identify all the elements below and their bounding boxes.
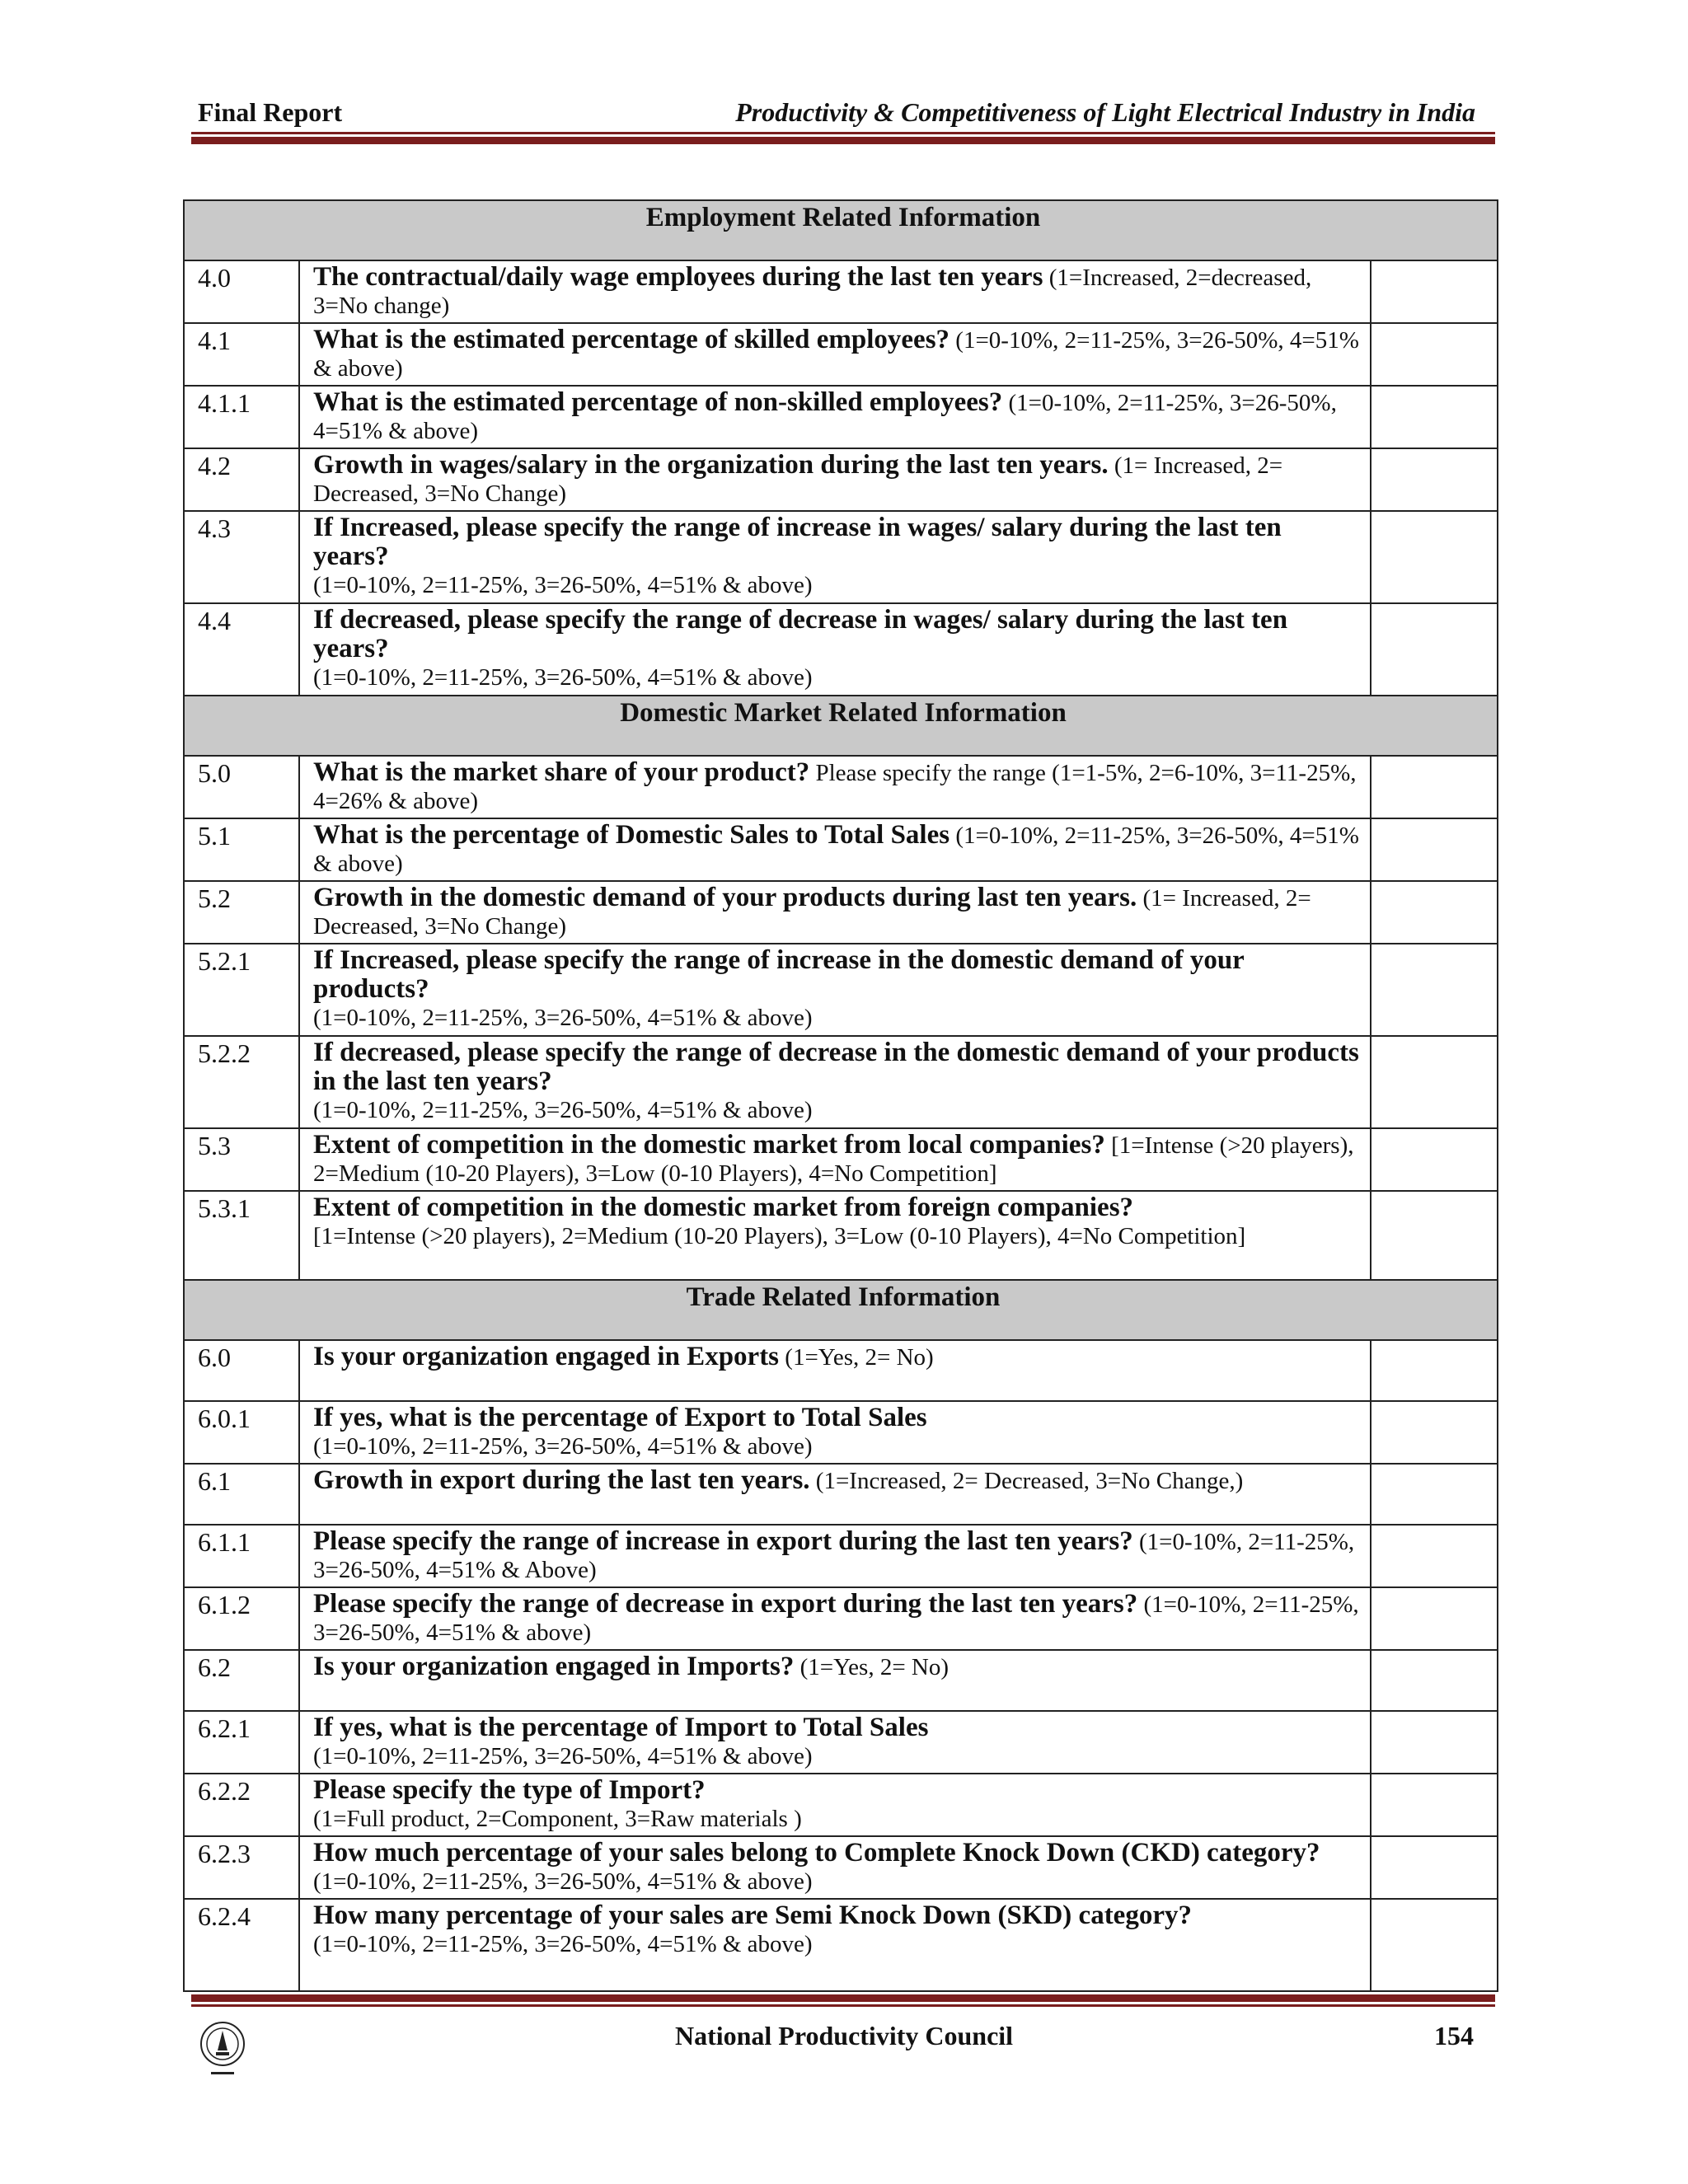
section-header-row <box>184 200 1498 260</box>
question-row <box>184 448 1498 511</box>
question-text-cell <box>299 511 1371 603</box>
answer-options: (1=Increased, 2= Decreased, 3=No Change,) <box>809 1468 1244 1494</box>
answer-cell[interactable] <box>1371 1587 1498 1650</box>
question-row <box>184 1128 1498 1191</box>
question-text-cell <box>299 1340 1371 1401</box>
answer-options: (1=Increased, 2=decreased, 3=No change) <box>313 265 1312 319</box>
question-text-cell <box>299 881 1371 944</box>
answer-cell[interactable] <box>1371 1128 1498 1191</box>
answer-options: (1=0-10%, 2=11-25%, 3=26-50%, 4=51% & above) <box>313 1005 813 1031</box>
question-text-cell <box>299 1774 1371 1836</box>
question-row <box>184 944 1498 1036</box>
question-text-cell <box>299 1587 1371 1650</box>
question-text: Please specify the range of increase in export during the last ten years? <box>313 1526 1133 1556</box>
answer-cell[interactable] <box>1371 511 1498 603</box>
question-number: 5.1 <box>184 818 299 881</box>
answer-options: Please specify the range (1=1-5%, 2=6-10%, 3=11-25%, 4=26% & above) <box>313 760 1357 814</box>
answer-options: (1=Full product, 2=Component, 3=Raw materials ) <box>313 1806 802 1832</box>
answer-cell[interactable] <box>1371 260 1498 323</box>
question-text-cell <box>299 756 1371 818</box>
section-title: Employment Related Information <box>184 200 1498 260</box>
answer-options: (1=0-10%, 2=11-25%, 3=26-50%, 4=51% & above) <box>313 1931 813 1957</box>
question-number: 6.2.3 <box>184 1836 299 1899</box>
question-text: If Increased, please specify the range of increase in wages/ salary during the last ten years? <box>313 513 1282 571</box>
answer-cell[interactable] <box>1371 1464 1498 1525</box>
header-rule-thin <box>191 132 1495 134</box>
answer-options: (1=0-10%, 2=11-25%, 3=26-50%, 4=51% & above) <box>313 1097 813 1123</box>
question-text-cell <box>299 386 1371 448</box>
question-text: Please specify the type of Import? <box>313 1775 706 1805</box>
question-text-cell <box>299 603 1371 696</box>
question-row <box>184 1464 1498 1525</box>
section-header-row <box>184 696 1498 756</box>
answer-options: (1=0-10%, 2=11-25%, 3=26-50%, 4=51% & above) <box>313 1433 813 1460</box>
question-text-cell <box>299 323 1371 386</box>
footer-rule-thin <box>191 2004 1495 2007</box>
question-text: Growth in wages/salary in the organization during the last ten years. <box>313 450 1109 480</box>
answer-cell[interactable] <box>1371 1340 1498 1401</box>
question-row <box>184 1836 1498 1899</box>
question-row <box>184 1774 1498 1836</box>
question-text: What is the estimated percentage of skilled employees? <box>313 325 950 354</box>
question-text: How much percentage of your sales belong to Complete Knock Down (CKD) category? <box>313 1838 1320 1868</box>
answer-options: (1=0-10%, 2=11-25%, 3=26-50%, 4=51% & above) <box>313 1743 813 1769</box>
question-number: 4.1.1 <box>184 386 299 448</box>
answer-cell[interactable] <box>1371 323 1498 386</box>
question-text: If yes, what is the percentage of Export to Total Sales <box>313 1403 927 1432</box>
answer-cell[interactable] <box>1371 1836 1498 1899</box>
question-text: Is your organization engaged in Exports <box>313 1342 780 1371</box>
question-text-cell <box>299 818 1371 881</box>
header-title: Productivity & Competitiveness of Light Electrical Industry in India <box>735 97 1475 127</box>
answer-options: (1=0-10%, 2=11-25%, 3=26-50%, 4=51% & above) <box>313 327 1359 382</box>
question-row <box>184 1650 1498 1711</box>
question-number: 4.4 <box>184 603 299 696</box>
answer-cell[interactable] <box>1371 944 1498 1036</box>
answer-cell[interactable] <box>1371 1401 1498 1464</box>
footer-rule-thick <box>191 1994 1495 2002</box>
question-number: 6.1 <box>184 1464 299 1525</box>
answer-options: [1=Intense (>20 players), 2=Medium (10-20 Players), 3=Low (0-10 Players), 4=No Competition] <box>313 1132 1354 1187</box>
answer-options: [1=Intense (>20 players), 2=Medium (10-20 Players), 3=Low (0-10 Players), 4=No Competition] <box>313 1223 1246 1249</box>
question-number: 5.3.1 <box>184 1191 299 1280</box>
question-text: The contractual/daily wage employees during the last ten years <box>313 262 1043 292</box>
question-text: Growth in export during the last ten years. <box>313 1465 810 1495</box>
question-text: What is the estimated percentage of non-skilled employees? <box>313 387 1003 417</box>
question-text-cell <box>299 448 1371 511</box>
answer-options: (1=0-10%, 2=11-25%, 3=26-50%, 4=51% & above) <box>313 1591 1359 1646</box>
section-title: Trade Related Information <box>184 1280 1498 1340</box>
question-row <box>184 603 1498 696</box>
question-text-cell <box>299 1036 1371 1128</box>
question-text: Growth in the domestic demand of your products during last ten years. <box>313 883 1137 912</box>
question-text: How many percentage of your sales are Semi Knock Down (SKD) category? <box>313 1900 1192 1930</box>
question-row <box>184 1525 1498 1587</box>
question-text-cell <box>299 1525 1371 1587</box>
answer-options: (1=Yes, 2= No) <box>779 1344 934 1371</box>
section-header-row <box>184 1280 1498 1340</box>
answer-cell[interactable] <box>1371 448 1498 511</box>
question-number: 5.2.2 <box>184 1036 299 1128</box>
question-text-cell <box>299 1650 1371 1711</box>
answer-cell[interactable] <box>1371 1711 1498 1774</box>
question-number: 6.1.1 <box>184 1525 299 1587</box>
question-row <box>184 386 1498 448</box>
question-text: Is your organization engaged in Imports? <box>313 1652 795 1681</box>
answer-cell[interactable] <box>1371 756 1498 818</box>
footer-title: National Productivity Council <box>674 2021 1014 2050</box>
answer-options: (1=0-10%, 2=11-25%, 3=26-50%, 4=51% & above) <box>313 572 813 598</box>
question-text-cell <box>299 1191 1371 1280</box>
header-rule-thick <box>191 137 1495 144</box>
section-title: Domestic Market Related Information <box>184 696 1498 756</box>
question-row <box>184 511 1498 603</box>
question-row <box>184 1401 1498 1464</box>
question-text-cell <box>299 1401 1371 1464</box>
question-row <box>184 1711 1498 1774</box>
question-number: 5.0 <box>184 756 299 818</box>
question-row <box>184 1340 1498 1401</box>
question-number: 4.1 <box>184 323 299 386</box>
question-text-cell <box>299 1128 1371 1191</box>
answer-cell[interactable] <box>1371 1650 1498 1711</box>
question-number: 6.0 <box>184 1340 299 1401</box>
question-number: 5.3 <box>184 1128 299 1191</box>
questionnaire-table <box>183 199 1498 1992</box>
page-number: 154 <box>1434 2021 1474 2050</box>
question-text: If yes, what is the percentage of Import to Total Sales <box>313 1713 929 1742</box>
question-row <box>184 756 1498 818</box>
answer-options: (1= Increased, 2= Decreased, 3=No Change) <box>313 885 1311 940</box>
question-number: 5.2.1 <box>184 944 299 1036</box>
question-row <box>184 260 1498 323</box>
question-text-cell <box>299 1711 1371 1774</box>
question-number: 6.1.2 <box>184 1587 299 1650</box>
answer-cell[interactable] <box>1371 1525 1498 1587</box>
question-text: Please specify the range of decrease in export during the last ten years? <box>313 1589 1138 1619</box>
answer-options: (1=0-10%, 2=11-25%, 3=26-50%, 4=51% & Above) <box>313 1529 1355 1583</box>
question-text: If decreased, please specify the range of decrease in wages/ salary during the last ten years? <box>313 605 1288 663</box>
answer-cell[interactable] <box>1371 881 1498 944</box>
question-number: 6.0.1 <box>184 1401 299 1464</box>
question-text-cell <box>299 1836 1371 1899</box>
answer-options: (1=0-10%, 2=11-25%, 3=26-50%, 4=51% & above) <box>313 823 1359 877</box>
question-row <box>184 1587 1498 1650</box>
question-number: 4.3 <box>184 511 299 603</box>
question-row <box>184 818 1498 881</box>
question-number: 4.0 <box>184 260 299 323</box>
answer-options: (1=0-10%, 2=11-25%, 3=26-50%, 4=51% & above) <box>313 1868 813 1895</box>
question-number: 4.2 <box>184 448 299 511</box>
question-text: Extent of competition in the domestic market from local companies? <box>313 1130 1105 1160</box>
answer-cell[interactable] <box>1371 818 1498 881</box>
question-row <box>184 1191 1498 1280</box>
question-number: 6.2.2 <box>184 1774 299 1836</box>
question-number: 6.2.1 <box>184 1711 299 1774</box>
answer-options: (1=0-10%, 2=11-25%, 3=26-50%, 4=51% & above) <box>313 664 813 691</box>
question-row <box>184 881 1498 944</box>
answer-cell[interactable] <box>1371 1899 1498 1991</box>
question-row <box>184 1036 1498 1128</box>
question-text-cell <box>299 260 1371 323</box>
answer-cell[interactable] <box>1371 603 1498 696</box>
answer-cell[interactable] <box>1371 1036 1498 1128</box>
answer-options: (1=Yes, 2= No) <box>794 1654 950 1680</box>
answer-cell[interactable] <box>1371 1191 1498 1280</box>
answer-cell[interactable] <box>1371 1774 1498 1836</box>
question-text: Extent of competition in the domestic market from foreign companies? <box>313 1193 1134 1222</box>
header-left: Final Report <box>198 97 343 127</box>
question-text: If decreased, please specify the range of decrease in the domestic demand of your products in the last ten years? <box>313 1038 1359 1096</box>
question-text: What is the percentage of Domestic Sales to Total Sales <box>313 820 950 850</box>
answer-options: (1=0-10%, 2=11-25%, 3=26-50%, 4=51% & above) <box>313 390 1337 444</box>
answer-options: (1= Increased, 2= Decreased, 3=No Change) <box>313 452 1283 507</box>
question-row <box>184 1899 1498 1991</box>
question-text-cell <box>299 1899 1371 1991</box>
question-number: 5.2 <box>184 881 299 944</box>
question-text: What is the market share of your product? <box>313 757 810 787</box>
question-number: 6.2 <box>184 1650 299 1711</box>
question-text-cell <box>299 1464 1371 1525</box>
answer-cell[interactable] <box>1371 386 1498 448</box>
question-text-cell <box>299 944 1371 1036</box>
question-number: 6.2.4 <box>184 1899 299 1991</box>
question-row <box>184 323 1498 386</box>
question-text: If Increased, please specify the range of increase in the domestic demand of your products? <box>313 945 1245 1004</box>
